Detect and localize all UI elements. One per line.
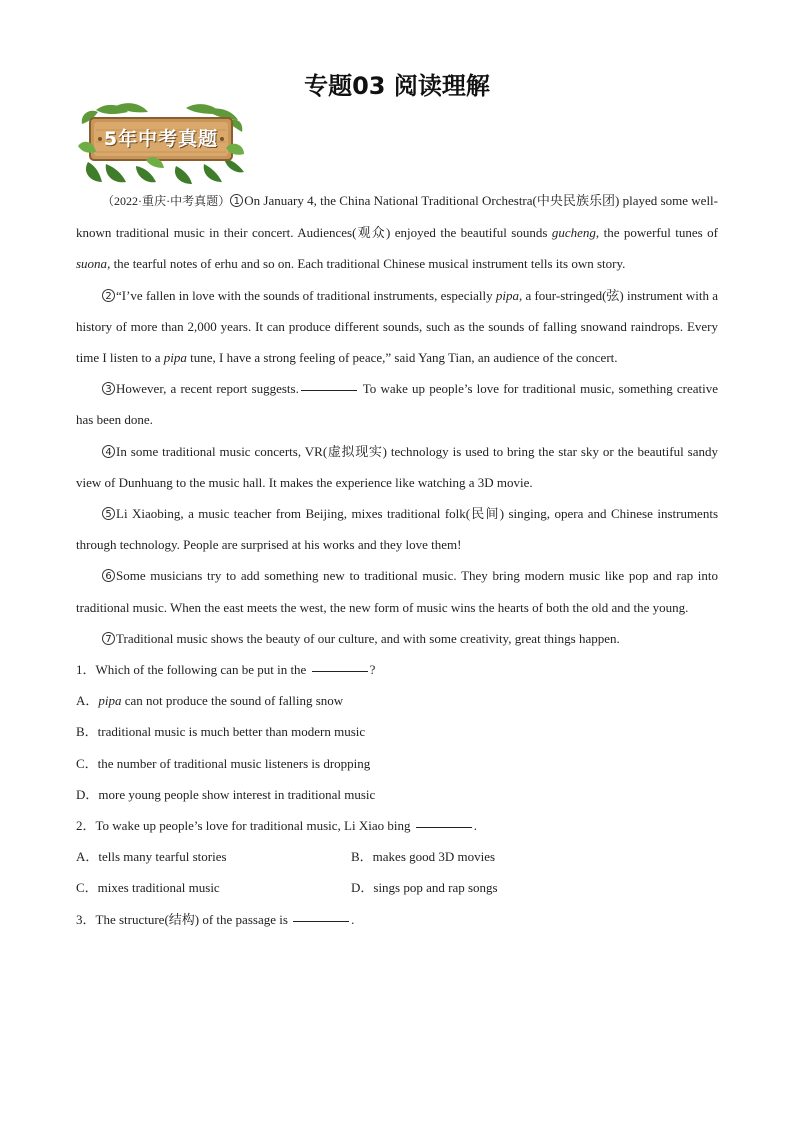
option-2d[interactable]: D．sings pop and rap songs [351, 880, 498, 896]
option-1b[interactable]: B．traditional music is much better than modern music [76, 724, 366, 740]
answer-blank [416, 826, 472, 828]
paragraph-number: 1 [230, 194, 243, 207]
answer-blank [312, 670, 368, 672]
paragraph-number: 2 [102, 289, 115, 302]
badge-label: 5年中考真题 [103, 128, 219, 150]
paragraph-1: （2022·重庆·中考真题） 1 On January 4, the China National Traditional Orchestra(中央民族乐团) played some well-known traditional music in their concert. Audiences(观众) enjoyed the beautiful sounds gucheng, the powerful tunes of suona, the tearful notes of erhu and so on. Each traditional Chinese musical instrument tells its own story. [76, 193, 718, 272]
question-1: 1．Which of the following can be put in the ? [76, 662, 376, 678]
paragraph-7: 7 Traditional music shows the beauty of our culture, and with some creativity, great things happen. [76, 623, 718, 654]
answer-blank [301, 389, 357, 391]
paragraph-number: 3 [102, 382, 115, 395]
paragraph-number: 7 [102, 632, 115, 645]
option-2c[interactable]: C．mixes traditional music [76, 880, 220, 896]
option-1c[interactable]: C．the number of traditional music listeners is dropping [76, 755, 371, 771]
question-3: 3．The structure(结构) of the passage is . [76, 911, 355, 927]
question-2-options-row-2 [76, 872, 718, 903]
reading-passage [76, 185, 718, 935]
paragraph-4: 4 In some traditional music concerts, VR(虚拟现实) technology is used to bring the star sky or the beautiful sandy view of Dunhuang to the music hall. It makes the experience like watching a 3D movie. [76, 443, 718, 490]
paragraph-2: 2 “I’ve fallen in love with the sounds of traditional instruments, especially pipa, a four-stringed(弦) instrument with a history of more than 2,000 years. It can produce different sounds, such as the sounds of falling snowand raindrops. Every time I listen to a pipa tune, I have a strong feeling of peace,” said Yang Tian, an audience of the concert. [76, 287, 718, 366]
answer-blank [293, 920, 349, 922]
page-title: 专题03 阅读理解 [304, 72, 490, 100]
option-2a[interactable]: A．tells many tearful stories [76, 849, 227, 865]
paragraph-5: 5 Li Xiaobing, a music teacher from Beijing, mixes traditional folk(民间) singing, opera and Chinese instruments through technology. People are surprised at his works and they love them! [76, 506, 718, 553]
option-1a[interactable]: A．pipa can not produce the sound of falling snow [76, 693, 344, 709]
paragraph-number: 4 [102, 445, 115, 458]
section-badge [76, 102, 246, 186]
paragraph-6: 6 Some musicians try to add something new to traditional music. They bring modern music like pop and rap into traditional music. When the east meets the west, the new form of music wins the hearts of both the old and the young. [76, 568, 718, 615]
paragraph-number: 5 [102, 507, 115, 520]
question-2: 2．To wake up people’s love for traditional music, Li Xiao bing . [76, 818, 477, 834]
question-2-options-row-1 [76, 841, 718, 872]
option-2b[interactable]: B．makes good 3D movies [351, 849, 496, 865]
paragraph-number: 6 [102, 569, 115, 582]
source-label: （2022·重庆·中考真题） [102, 194, 231, 208]
paragraph-3: 3 However, a recent report suggests. To wake up people’s love for traditional music, something creative has been done. [76, 381, 718, 428]
option-1d[interactable]: D．more young people show interest in traditional music [76, 786, 376, 802]
